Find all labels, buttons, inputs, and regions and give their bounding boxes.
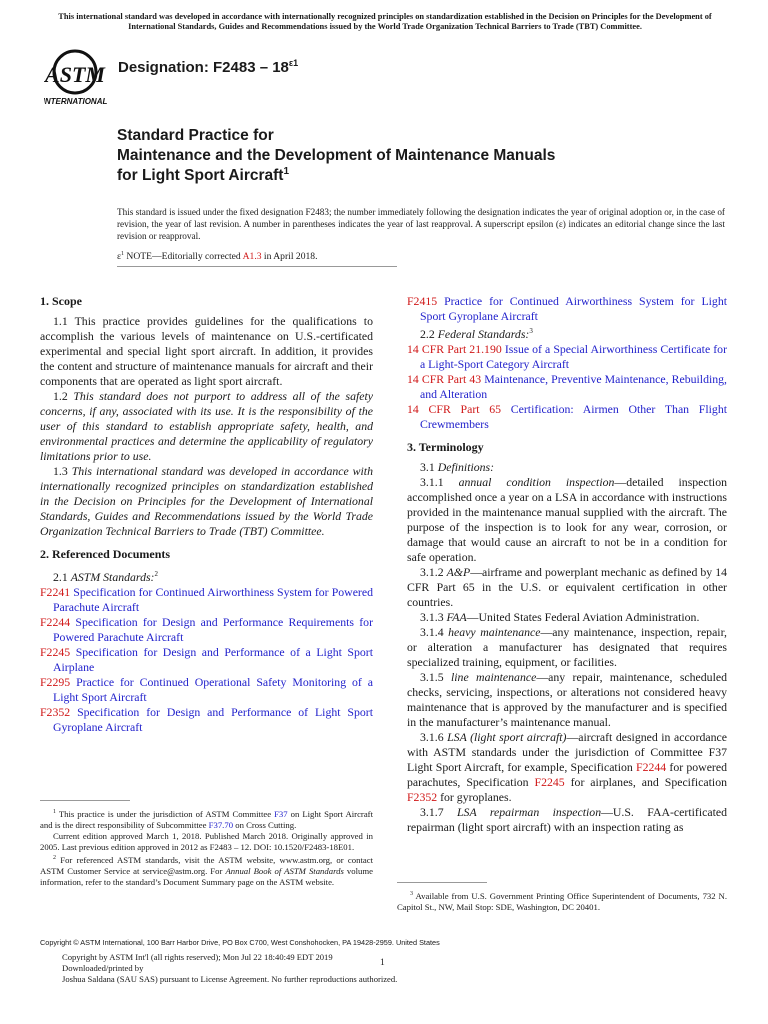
title-line-2: Maintenance and the Development of Maintenance Manuals bbox=[117, 147, 556, 164]
section-heading-referenced-documents: 2. Referenced Documents bbox=[40, 547, 171, 561]
federal-reference-item bbox=[407, 372, 727, 402]
title-line-1: Standard Practice for bbox=[117, 127, 274, 144]
footnote-2: $^2$ For referenced ASTM standards, visit the ASTM website, www.astm.org, or contact ASTM Customer Service at service@astm.org. For Annual Book of ASTM Standards volume information, refer to the standard’s Document Summary page on the ASTM website. bbox=[40, 854, 373, 887]
spec-link[interactable]: F2245 bbox=[534, 774, 565, 789]
definitions-label: 3.1 Definitions: bbox=[420, 459, 495, 474]
page-number: 1 bbox=[380, 958, 385, 968]
federal-code-link[interactable]: 14 CFR Part 21.190 bbox=[407, 341, 502, 356]
license-line-1: Copyright by ASTM Int'l (all rights reserved); Mon Jul 22 18:40:49 EDT 2019 bbox=[62, 952, 333, 962]
reference-code-link[interactable]: F2245 bbox=[40, 644, 71, 659]
astm-standards-label: 2.1 ASTM Standards:$^2$ bbox=[53, 569, 158, 584]
reference-item bbox=[40, 705, 373, 735]
designation bbox=[118, 59, 298, 76]
reference-item bbox=[40, 645, 373, 675]
reference-item bbox=[40, 585, 373, 615]
license-line-3: Joshua Saldana (SAU SAS) pursuant to License Agreement. No further reproductions authorized. bbox=[62, 974, 398, 984]
copyright-line: Copyright © ASTM International, 100 Barr Harbor Drive, PO Box C700, West Conshohocken, PA 19428-2959. United States bbox=[40, 938, 440, 947]
footnote-3: $^3$ Available from U.S. Government Printing Office Superintendent of Documents, 732 N. Capitol St., NW, Mail Stop: SDE, Washington, DC 20401. bbox=[397, 890, 727, 912]
reference-title-link[interactable]: Specification for Design and Performance of a Light Sport Airplane bbox=[53, 644, 373, 674]
footnotes-left bbox=[40, 807, 373, 888]
reference-code-link[interactable]: F2295 bbox=[40, 674, 71, 689]
federal-title-link[interactable]: Maintenance, Preventive Maintenance, Rebuilding, and Alteration bbox=[420, 371, 727, 401]
reference-code-link[interactable]: F2352 bbox=[40, 704, 71, 719]
federal-title-link[interactable]: Certification: Airmen Other Than Flight Crewmembers bbox=[420, 401, 727, 431]
paragraph-1-1: 1.1 This practice provides guidelines for the qualifications to accomplish the various levels of maintenance on U.S.-certificated experimental and special light sport aircraft. In addition, it provides the content and structure of maintenance manuals for aircraft and their components that are operated as light sport aircraft. bbox=[40, 314, 373, 388]
federal-code-link[interactable]: 14 CFR Part 43 bbox=[407, 371, 482, 386]
spec-link[interactable]: F2244 bbox=[636, 759, 667, 774]
federal-reference-item bbox=[407, 342, 727, 372]
federal-title-link[interactable]: Issue of a Special Airworthiness Certificate for a Light-Sport Category Aircraft bbox=[420, 341, 728, 371]
committee-link[interactable]: F37 bbox=[274, 808, 288, 819]
reference-title-link[interactable]: Specification for Design and Performance Requirements for Powered Parachute Aircraft bbox=[53, 614, 373, 644]
designation-label: Designation: F2483 – 18 bbox=[118, 59, 289, 76]
editorial-note: $\varepsilon^1$ NOTE—Editorially corrected A1.3 in April 2018. bbox=[117, 251, 318, 263]
reference-title-link[interactable]: Specification for Continued Airworthiness System for Powered Parachute Aircraft bbox=[53, 584, 373, 614]
divider bbox=[117, 266, 397, 267]
definition-3-1-1: 3.1.1 annual condition inspection—detailed inspection accomplished once a year on a LSA in accordance with instructions provided in the maintenance manual supplied with the aircraft. The purpose of the inspection is to look for any wear, corrosion, or damage that would cause an aircraft to not be in a condition for safe operation. bbox=[407, 474, 728, 564]
federal-standards-label: 2.2 Federal Standards:$^3$ bbox=[420, 326, 533, 341]
logo-text: INTERNATIONAL bbox=[44, 97, 108, 106]
standard-preamble: This standard is issued under the fixed designation F2483; the number immediately following the designation indicates the year of original adoption or, in the case of revision, the year of last revision. A number in parentheses indicates the year of last reapproval. A superscript epsilon (ε) indicates an editorial change since the last revision or reapproval. bbox=[117, 207, 725, 241]
section-heading-terminology: 3. Terminology bbox=[407, 439, 484, 454]
reference-title-link[interactable]: Specification for Design and Performance of Light Sport Gyroplane Aircraft bbox=[53, 704, 373, 734]
right-column bbox=[407, 294, 727, 835]
reference-item bbox=[40, 675, 373, 705]
license-block bbox=[62, 952, 482, 985]
left-column bbox=[40, 294, 373, 735]
reference-title-link[interactable]: Practice for Continued Airworthiness System for Light Sport Gyroplane Aircraft bbox=[420, 294, 727, 323]
reference-item bbox=[40, 615, 373, 645]
editorial-link[interactable]: A1.3 bbox=[242, 251, 262, 263]
footnotes-right bbox=[397, 889, 727, 913]
document-title bbox=[117, 126, 717, 186]
section-heading-scope: 1. Scope bbox=[40, 294, 82, 308]
definition-3-1-2: 3.1.2 A&P—airframe and powerplant mechanic as defined by 14 CFR Part 65 in the U.S. or equivalent certification in other countries. bbox=[407, 564, 727, 609]
designation-sup: ε1 bbox=[288, 58, 299, 68]
astm-logo bbox=[44, 48, 110, 108]
reference-title-link[interactable]: Practice for Continued Operational Safety Monitoring of a Light Sport Aircraft bbox=[53, 674, 373, 704]
reference-code-link[interactable]: F2241 bbox=[40, 584, 71, 599]
footnote-1: $^1$ This practice is under the jurisdiction of ASTM Committee F37 on Light Sport Aircraft and is the direct responsibility of Subcommittee F37.70 on Cross Cutting. bbox=[40, 808, 373, 830]
reference-item bbox=[407, 294, 727, 324]
footnote-1-edition: Current edition approved March 1, 2018. Published March 2018. Originally approved in 2005. Last previous edition approved in 2012 as F2483 – 12. DOI: 10.1520/F2483-18E01. bbox=[40, 830, 373, 852]
logo-letters: ASTM bbox=[45, 62, 105, 87]
license-line-2: Downloaded/printed by bbox=[62, 963, 144, 973]
subcommittee-link[interactable]: F37.70 bbox=[208, 819, 234, 830]
wto-notice: This international standard was developed in accordance with internationally recognized principles on standardization established in the Decision on Principles for the Development of International Standards, Guides and Recommendations issued by the World Trade Organization Technical Barriers to Trade (TBT) Committee. bbox=[58, 12, 712, 31]
definition-3-1-5: 3.1.5 line maintenance—any repair, maintenance, scheduled checks, servicing, inspections, or alterations not considered heavy maintenance that is approved by the manufacturer and is specified in the manufacturer’s maintenance manual. bbox=[407, 669, 727, 729]
definition-3-1-3: 3.1.3 FAA—United States Federal Aviation Administration. bbox=[420, 609, 700, 624]
paragraph-1-2: 1.2 This standard does not purport to address all of the safety concerns, if any, associated with its use. It is the responsibility of the user of this standard to establish appropriate safety, health, and environmental practices and determine the applicability of regulatory limitations prior to use. bbox=[40, 389, 373, 463]
reference-code-link[interactable]: F2415 bbox=[407, 294, 438, 308]
definition-3-1-4: 3.1.4 heavy maintenance—any maintenance, inspection, repair, or alteration a manufacturer has designated that requires specialized training, equipment, or facilities. bbox=[407, 624, 727, 669]
federal-code-link[interactable]: 14 CFR Part 65 bbox=[407, 401, 502, 416]
reference-code-link[interactable]: F2244 bbox=[40, 614, 71, 629]
title-footnote-ref: 1 bbox=[283, 165, 290, 177]
definition-3-1-6: 3.1.6 LSA (light sport aircraft)—aircraft designed in accordance with ASTM standards under the jurisdiction of Committee F37 Light Sport Aircraft, for example, Specification F2244 for powered parachutes, Specification F2245 for airplanes, and Specification F2352 for gyroplanes. bbox=[407, 729, 728, 804]
definition-3-1-7: 3.1.7 LSA repairman inspection—U.S. FAA-certificated repairman (light sport aircraft) with an inspection rating as bbox=[407, 804, 727, 834]
footnote-divider bbox=[397, 882, 487, 883]
paragraph-1-3: 1.3 This international standard was developed in accordance with internationally recognized principles on standardization established in the Decision on Principles for the Development of International Standards, Guides and Recommendations issued by the World Trade Organization Technical Barriers to Trade (TBT) Committee. bbox=[40, 464, 373, 538]
spec-link[interactable]: F2352 bbox=[407, 789, 438, 804]
footnote-divider bbox=[40, 800, 130, 801]
federal-reference-item bbox=[407, 402, 727, 432]
title-line-3: for Light Sport Aircraft bbox=[117, 167, 284, 184]
